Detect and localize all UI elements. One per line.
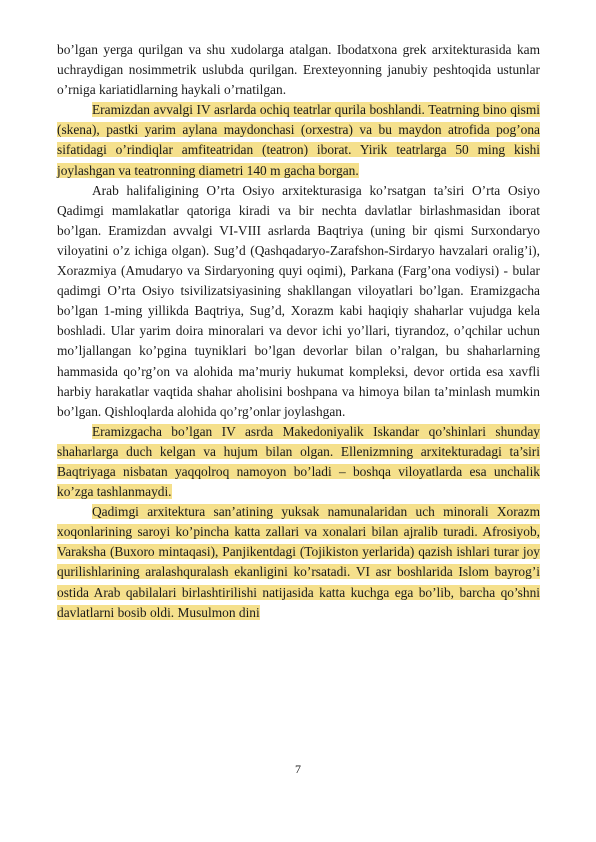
paragraph-5-text: Qadimgi arxitektura san’atining yuksak namunalaridan uch minorali Xorazm xoqonlarining saroyi ko’pincha katta zallari va xonalari bilan ajralib turadi. Afrosiyob, Varaksha (Buxoro mintaqasi), Panjikentdagi (Tojikiston yerlarida) qazish ishlari turar joy qurilishlarining aralashquralash ekanligini ko’rsatadi. VI asr boshlarida Islom bayrog’i ostida Arab qabilalari birlashtirilishi natijasida katta kuchga ega bo’lib, barcha qo’shni davlatlarni bosib oldi. Musulmon dini [57,504,540,620]
paragraph-1-text: bo’lgan yerga qurilgan va shu xudolarga atalgan. Ibodatxona grek arxitekturasida kam uchraydigan nosimmetrik uslubda qurilgan. Erexteyonning janubiy peshtoqida ustunlar o’rniga kariatidlarning haykali o’rnatilgan. [57,42,540,98]
paragraph-4-text: Eramizgacha bo’lgan IV asrda Makedoniyalik Iskandar qo’shinlari shunday shaharlarga duch kelgan va hujum bilan olgan. Ellenizmning arxitekturadagi ta’siri Baqtriyaga nisbatan yaqqolroq namoyon bo’ladi – boshqa viloyatlarda esa unchalik ko’zga tashlanmaydi. [57,423,540,500]
paragraph-3 [57,181,540,422]
paragraph-5-highlighted [57,502,540,623]
paragraph-1 [57,40,540,100]
paragraph-2-text: Eramizdan avvalgi IV asrlarda ochiq teatrlar qurila boshlandi. Teatrning bino qismi (skena), pastki yarim aylana maydonchasi (orxestra) va bu maydon atrofida pog’ona sifatidagi o’rindiqlar amfiteatridan (teatron) iborat. Yirik teatrlarga 50 ming kishi joylashgan va teatronning diametri 140 m gacha borgan. [57,102,540,178]
page-number: 7 [295,762,301,776]
paragraph-4-highlighted [57,422,540,502]
paragraph-3-text: Arab halifaligining O’rta Osiyo arxitekturasiga ko’rsatgan ta’siri O’rta Osiyo Qadimgi mamlakatlar qatoriga kiradi va bir nechta davlatlar birlashmasidan iborat bo’lgan. Eramizdan avvalgi VI-VIII asrlarda Baqtriya (uning bir qismi Surxondaryo viloyatini o’z ichiga olgan). Sug’d (Qashqadaryo-Zarafshon-Sirdaryo havzalari oralig’i), Xorazmiya (Amudaryo va Sirdaryoning quyi oqimi), Parkana (Farg’ona vodiysi) - bular qadimgi O’rta Osiyo tsivilizatsiyasining shakllangan viloyatlari bo’lgan. Eramizgacha bo’lgan 1-ming yillikda Baqtriya, Sug’d, Xorazm kabi haqiqiy shaharlar vujudga kela boshladi. Ular yarim doira minoralari va devor ichi yo’llari, tiyrandoz, o’qchilar uchun mo’ljallangan ko’pgina tuyniklari bo’lgan devorlar bilan o’ralgan, bu shaharlarning hammasida qo’rg’on va alohida ma’muriy hukumat kompleksi, devor ortida esa xavfli harbiy harakatlar vaqtida shahar aholisini boshpana va himoya bilan ta’minlash mumkin bo’lgan. Qishloqlarda alohida qo’rg’onlar joylashgan. [57,182,540,419]
paragraph-2-highlighted [57,100,540,180]
